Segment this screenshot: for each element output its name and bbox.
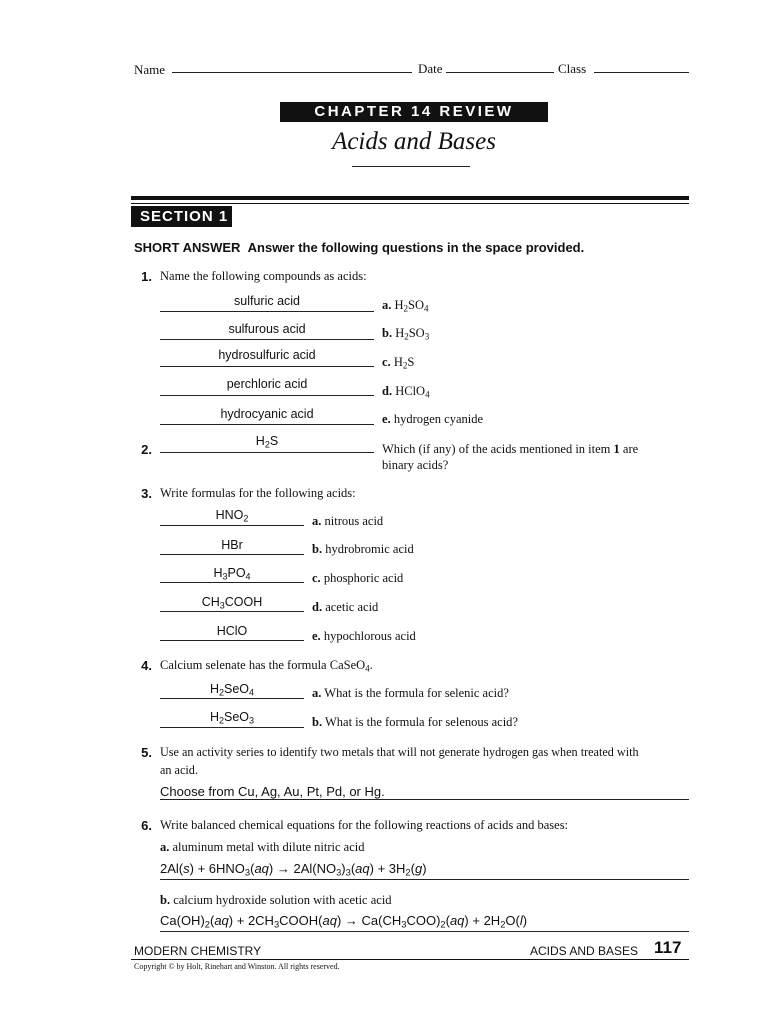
q1-number: 1.	[141, 269, 152, 284]
q3c-item: c. phosphoric acid	[312, 571, 404, 585]
instruction	[134, 240, 584, 255]
q3d-answer-line	[160, 611, 304, 612]
q1d-answer-line	[160, 395, 374, 396]
q4b-item: b. What is the formula for selenous acid?	[312, 715, 518, 729]
q3a-answer[interactable]: $HNO_2$	[215, 508, 249, 524]
q3-number: 3.	[141, 486, 152, 501]
q1b-item: b. $H_2SO_3$	[382, 326, 430, 342]
q1a-answer[interactable]: sulfuric acid	[234, 294, 300, 308]
q2-answer-line	[160, 452, 374, 453]
q6a-answer-line	[160, 879, 689, 880]
section-rule-thick	[131, 196, 689, 200]
q1e-item: e. hydrogen cyanide	[382, 412, 484, 426]
q2-answer[interactable]: $H_2S$	[255, 434, 279, 450]
q1c-answer-line	[160, 366, 374, 367]
q6a-answer[interactable]: $2Al(s) + 6HNO_3(aq) \to 2Al(NO_3)_3(aq) + 3H_2(g)$	[160, 861, 427, 878]
q4b-answer-line	[160, 727, 304, 728]
q1-prompt: Name the following compounds as acids:	[160, 269, 367, 283]
q3c-answer-line	[160, 582, 304, 583]
q4-prompt: Calcium selenate has the formula CaSeO$_4$.	[160, 658, 373, 674]
section-label: SECTION 1	[131, 206, 232, 227]
q1c-item: c. $H_2S$	[382, 355, 415, 371]
q4-number: 4.	[141, 658, 152, 673]
q4b-answer[interactable]: $H_2SeO_3$	[209, 710, 255, 726]
q3e-item: e. hypochlorous acid	[312, 629, 416, 643]
q3d-answer[interactable]: $CH_3COOH$	[201, 595, 263, 611]
instruction-text: Answer the following questions in the space provided.	[247, 240, 585, 255]
section-rule-thin	[131, 203, 689, 204]
footer-rule	[131, 959, 689, 960]
q6b-item: b. calcium hydroxide solution with acetic acid	[160, 893, 392, 907]
page-number: 117	[654, 938, 682, 957]
q1b-answer[interactable]: sulfurous acid	[228, 322, 306, 336]
q5-answer-line	[160, 799, 689, 800]
date-label: Date	[418, 61, 443, 76]
q3-prompt: Write formulas for the following acids:	[160, 486, 356, 500]
q6b-answer-line	[160, 931, 689, 932]
chapter-banner: CHAPTER 14 REVIEW	[280, 102, 548, 122]
q1a-answer-line	[160, 311, 374, 312]
q3d-item: d. acetic acid	[312, 600, 379, 614]
name-field[interactable]	[172, 72, 412, 73]
q3c-answer[interactable]: $H_3PO_4$	[213, 566, 251, 582]
footer-right: ACIDS AND BASES	[530, 944, 639, 958]
q3b-item: b. hydrobromic acid	[312, 542, 414, 556]
q1d-answer[interactable]: perchloric acid	[226, 377, 308, 391]
q1a-item: a. $H_2SO_4$	[382, 298, 429, 314]
instruction-bold: SHORT ANSWER	[134, 240, 241, 255]
q3a-answer-line	[160, 525, 304, 526]
q1d-item: d. HClO$_4$	[382, 384, 430, 400]
class-label: Class	[558, 61, 587, 76]
q1c-answer[interactable]: hydrosulfuric acid	[218, 348, 316, 362]
copyright: Copyright © by Holt, Rinehart and Winston. All rights reserved.	[134, 962, 340, 971]
q6b-answer[interactable]: $Ca(OH)_2(aq)$ + $2CH_3COOH(aq) \to Ca(CH_3COO)_2(aq) + 2H_2O(l)$	[160, 913, 528, 930]
q5-answer[interactable]: Choose from Cu, Ag, Au, Pt, Pd, or Hg.	[160, 784, 385, 799]
q1e-answer[interactable]: hydrocyanic acid	[220, 407, 314, 421]
footer-left: MODERN CHEMISTRY	[134, 944, 262, 958]
q5-prompt: Use an activity series to identify two metals that will not generate hydrogen gas when treated with an acid.	[160, 745, 639, 777]
q3e-answer-line	[160, 640, 304, 641]
q3b-answer[interactable]: HBr	[221, 538, 243, 552]
q6-number: 6.	[141, 818, 152, 833]
q6-prompt: Write balanced chemical equations for the following reactions of acids and bases:	[160, 818, 569, 832]
class-field[interactable]	[594, 72, 689, 73]
q3e-answer[interactable]: HClO	[216, 624, 248, 638]
q1e-answer-line	[160, 424, 374, 425]
title-rule	[352, 166, 470, 167]
q3a-item: a. nitrous acid	[312, 514, 384, 528]
date-field[interactable]	[446, 72, 554, 73]
q6a-item: a. aluminum metal with dilute nitric acid	[160, 840, 365, 854]
q3b-answer-line	[160, 554, 304, 555]
chapter-title: Acids and Bases	[332, 128, 496, 155]
q4a-answer[interactable]: $H_2SeO_4$	[209, 682, 255, 698]
q5-number: 5.	[141, 745, 152, 760]
q1b-answer-line	[160, 339, 374, 340]
q4a-item: a. What is the formula for selenic acid?	[312, 686, 509, 700]
q4a-answer-line	[160, 698, 304, 699]
name-label: Name	[134, 62, 166, 77]
q2-number: 2.	[141, 442, 152, 457]
q2-prompt: Which (if any) of the acids mentioned in item 1 are binary acids?	[382, 442, 639, 472]
